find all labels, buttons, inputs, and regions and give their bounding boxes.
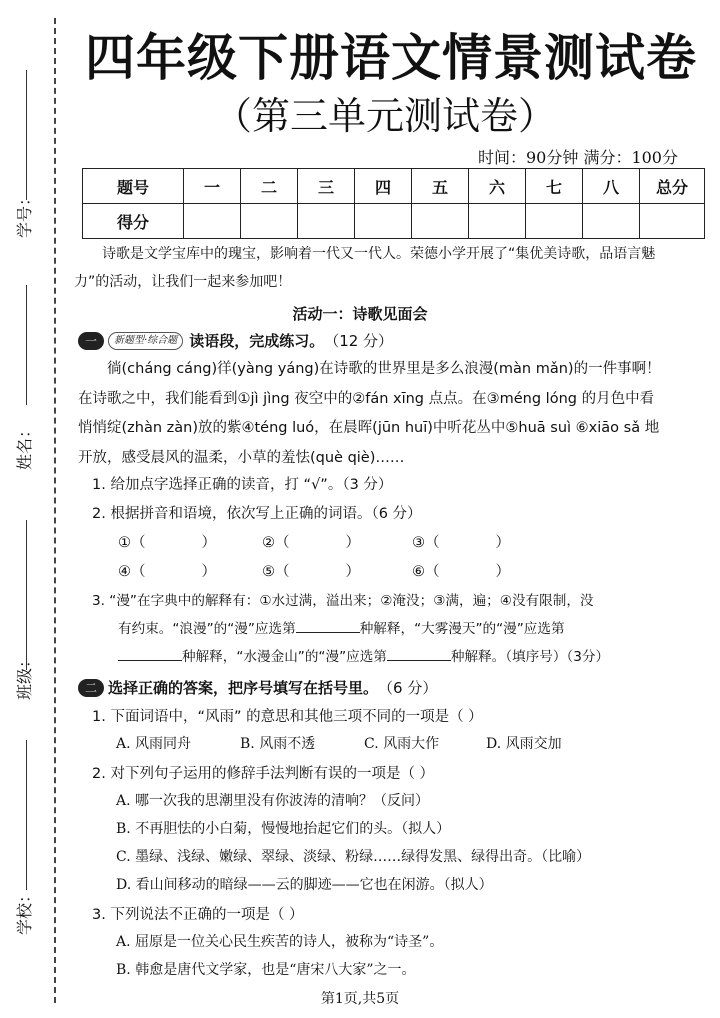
score-input-cell[interactable] xyxy=(583,204,640,239)
fill-blank-3[interactable] xyxy=(387,660,451,661)
score-table xyxy=(82,168,705,239)
mc-option-b[interactable]: B. 韩愈是唐代文学家，也是“唐宋八大家”之一。 xyxy=(116,962,416,978)
score-table-score-row xyxy=(83,204,705,239)
score-table-header-row xyxy=(83,169,705,204)
score-input-cell[interactable] xyxy=(184,204,241,239)
question-3-line-1: 3. “漫”在字典中的解释有：①水过满，溢出来；②淹没；③满，遍；④没有限制，没 xyxy=(92,593,594,609)
question-3-text: 种解释，“大雾漫天”的“漫”应选第 xyxy=(359,621,565,637)
school-line xyxy=(26,740,27,890)
score-input-cell[interactable] xyxy=(412,204,469,239)
mc-option-c[interactable]: C. 风雨大作 xyxy=(364,736,440,752)
mc-option-a[interactable]: A. 哪一次我的思潮里没有你波涛的清响？（反问） xyxy=(116,793,430,809)
answer-blank-1[interactable] xyxy=(118,531,216,552)
table-cell: 八 xyxy=(583,169,640,204)
section-number: 二 xyxy=(78,679,104,697)
mc-question-2: 2. 对下列句子运用的修辞手法判断有误的一项是（ ） xyxy=(92,766,435,782)
school-label: 学校： xyxy=(15,886,34,935)
section-points: （6 分） xyxy=(378,679,438,697)
table-cell: 六 xyxy=(469,169,526,204)
answer-blank-2[interactable] xyxy=(262,531,360,552)
mc-option-d[interactable]: D. 看山间移动的暗绿——云的脚迹——它也在闲游。（拟人） xyxy=(116,877,493,893)
blank-close: ） xyxy=(201,564,216,580)
question-3-line-2 xyxy=(118,617,565,637)
score-input-cell[interactable] xyxy=(640,204,705,239)
fill-blank-1[interactable] xyxy=(296,632,360,633)
table-cell: 题号 xyxy=(83,169,184,204)
score-input-cell[interactable] xyxy=(469,204,526,239)
score-input-cell[interactable] xyxy=(526,204,583,239)
blank-open: ①（ xyxy=(118,535,146,551)
score-input-cell[interactable] xyxy=(241,204,298,239)
fill-blank-2[interactable] xyxy=(118,660,182,661)
mc-option-b[interactable]: B. 不再胆怯的小白菊，慢慢地抬起它们的头。（拟人） xyxy=(116,821,451,837)
activity-title: 活动一：诗歌见面会 xyxy=(292,305,428,323)
name-label: 姓名： xyxy=(15,421,34,470)
cut-line xyxy=(54,18,56,1003)
blank-close: ） xyxy=(345,564,360,580)
question-3-text: 有约束。“浪漫”的“漫”应选第 xyxy=(118,621,296,637)
score-input-cell[interactable] xyxy=(355,204,412,239)
mc-question-1: 1. 下面词语中，“风雨” 的意思和其他三项不同的一项是（ ） xyxy=(92,709,483,725)
mc-option-a[interactable]: A. 风雨同舟 xyxy=(116,736,192,752)
table-cell: 四 xyxy=(355,169,412,204)
answer-blank-3[interactable] xyxy=(412,531,510,552)
section-title: 读语段，完成练习。 xyxy=(189,332,325,350)
student-id-line xyxy=(26,70,27,200)
blank-open: ⑤（ xyxy=(262,564,290,580)
question-1: 1. 给加点字选择正确的读音，打 “√”。（3 分） xyxy=(92,477,393,493)
exam-time-info: 时间：90分钟 满分：100分 xyxy=(478,148,678,167)
table-cell: 三 xyxy=(298,169,355,204)
class-line xyxy=(26,520,27,670)
question-2: 2. 根据拼音和语境，依次写上正确的词语。（6 分） xyxy=(92,506,422,522)
question-3-text: 种解释。（填序号）（3分） xyxy=(450,649,610,665)
student-id-label: 学号： xyxy=(15,189,34,238)
blank-close: ） xyxy=(201,535,216,551)
blank-open: ③（ xyxy=(412,535,440,551)
intro-paragraph: 诗歌是文学宝库中的瑰宝，影响着一代又一代人。荣德小学开展了“集优美诗歌，品语言魅力”的活动，让我们一起来参加吧！ xyxy=(74,246,656,290)
table-cell: 一 xyxy=(184,169,241,204)
blank-close: ） xyxy=(345,535,360,551)
mc-option-a[interactable]: A. 屈原是一位关心民生疾苦的诗人，被称为“诗圣”。 xyxy=(116,934,444,950)
new-question-badge: 新题型·综合题 xyxy=(108,332,183,350)
blank-close: ） xyxy=(495,535,510,551)
question-3-text: 种解释，“水漫金山”的“漫”应选第 xyxy=(182,649,387,665)
section-title: 选择正确的答案，把序号填写在括号里。 xyxy=(108,679,379,697)
question-3-line-3 xyxy=(118,645,609,665)
table-cell: 五 xyxy=(412,169,469,204)
table-cell: 七 xyxy=(526,169,583,204)
answer-blank-5[interactable] xyxy=(262,560,360,581)
blank-open: ⑥（ xyxy=(412,564,440,580)
mc-option-b[interactable]: B. 风雨不透 xyxy=(240,736,316,752)
mc-option-d[interactable]: D. 风雨交加 xyxy=(486,736,562,752)
class-label: 班级： xyxy=(15,651,34,700)
blank-close: ） xyxy=(495,564,510,580)
blank-open: ②（ xyxy=(262,535,290,551)
table-cell: 总分 xyxy=(640,169,705,204)
section-number: 一 xyxy=(78,332,104,350)
section-two-header xyxy=(78,677,437,698)
blank-open: ④（ xyxy=(118,564,146,580)
table-cell: 二 xyxy=(241,169,298,204)
score-input-cell[interactable] xyxy=(298,204,355,239)
page-title: 四年级下册语文情景测试卷 xyxy=(85,28,697,87)
page-footer: 第1页,共5页 xyxy=(320,991,400,1007)
score-label-cell: 得分 xyxy=(83,204,184,239)
answer-blank-6[interactable] xyxy=(412,560,510,581)
mc-option-c[interactable]: C. 墨绿、浅绿、嫩绿、翠绿、淡绿、粉绿……绿得发黑、绿得出奇。（比喻） xyxy=(116,849,591,865)
answer-blank-4[interactable] xyxy=(118,560,216,581)
reading-passage: 徜(cháng cáng)徉(yàng yáng)在诗歌的世界里是多么浪漫(màn mǎn)的一件事啊！在诗歌之中，我们能看到①jì jìng 夜空中的②fán xīng 点点。在③méng lóng 的月色中看悄悄绽(zhàn zàn)放的紫④téng luó，在晨晖(jūn huī)中听花丛中⑤huā suì ⑥xiāo sǎ 地开放，感受晨风的温柔，小草的羞怯(què qiè)…… xyxy=(78,361,661,466)
binding-margin xyxy=(0,0,70,1018)
section-points: （12 分） xyxy=(324,332,394,350)
page-subtitle: （第三单元测试卷） xyxy=(213,94,556,138)
mc-question-3: 3. 下列说法不正确的一项是（ ） xyxy=(92,907,304,923)
section-one-header xyxy=(78,330,393,351)
